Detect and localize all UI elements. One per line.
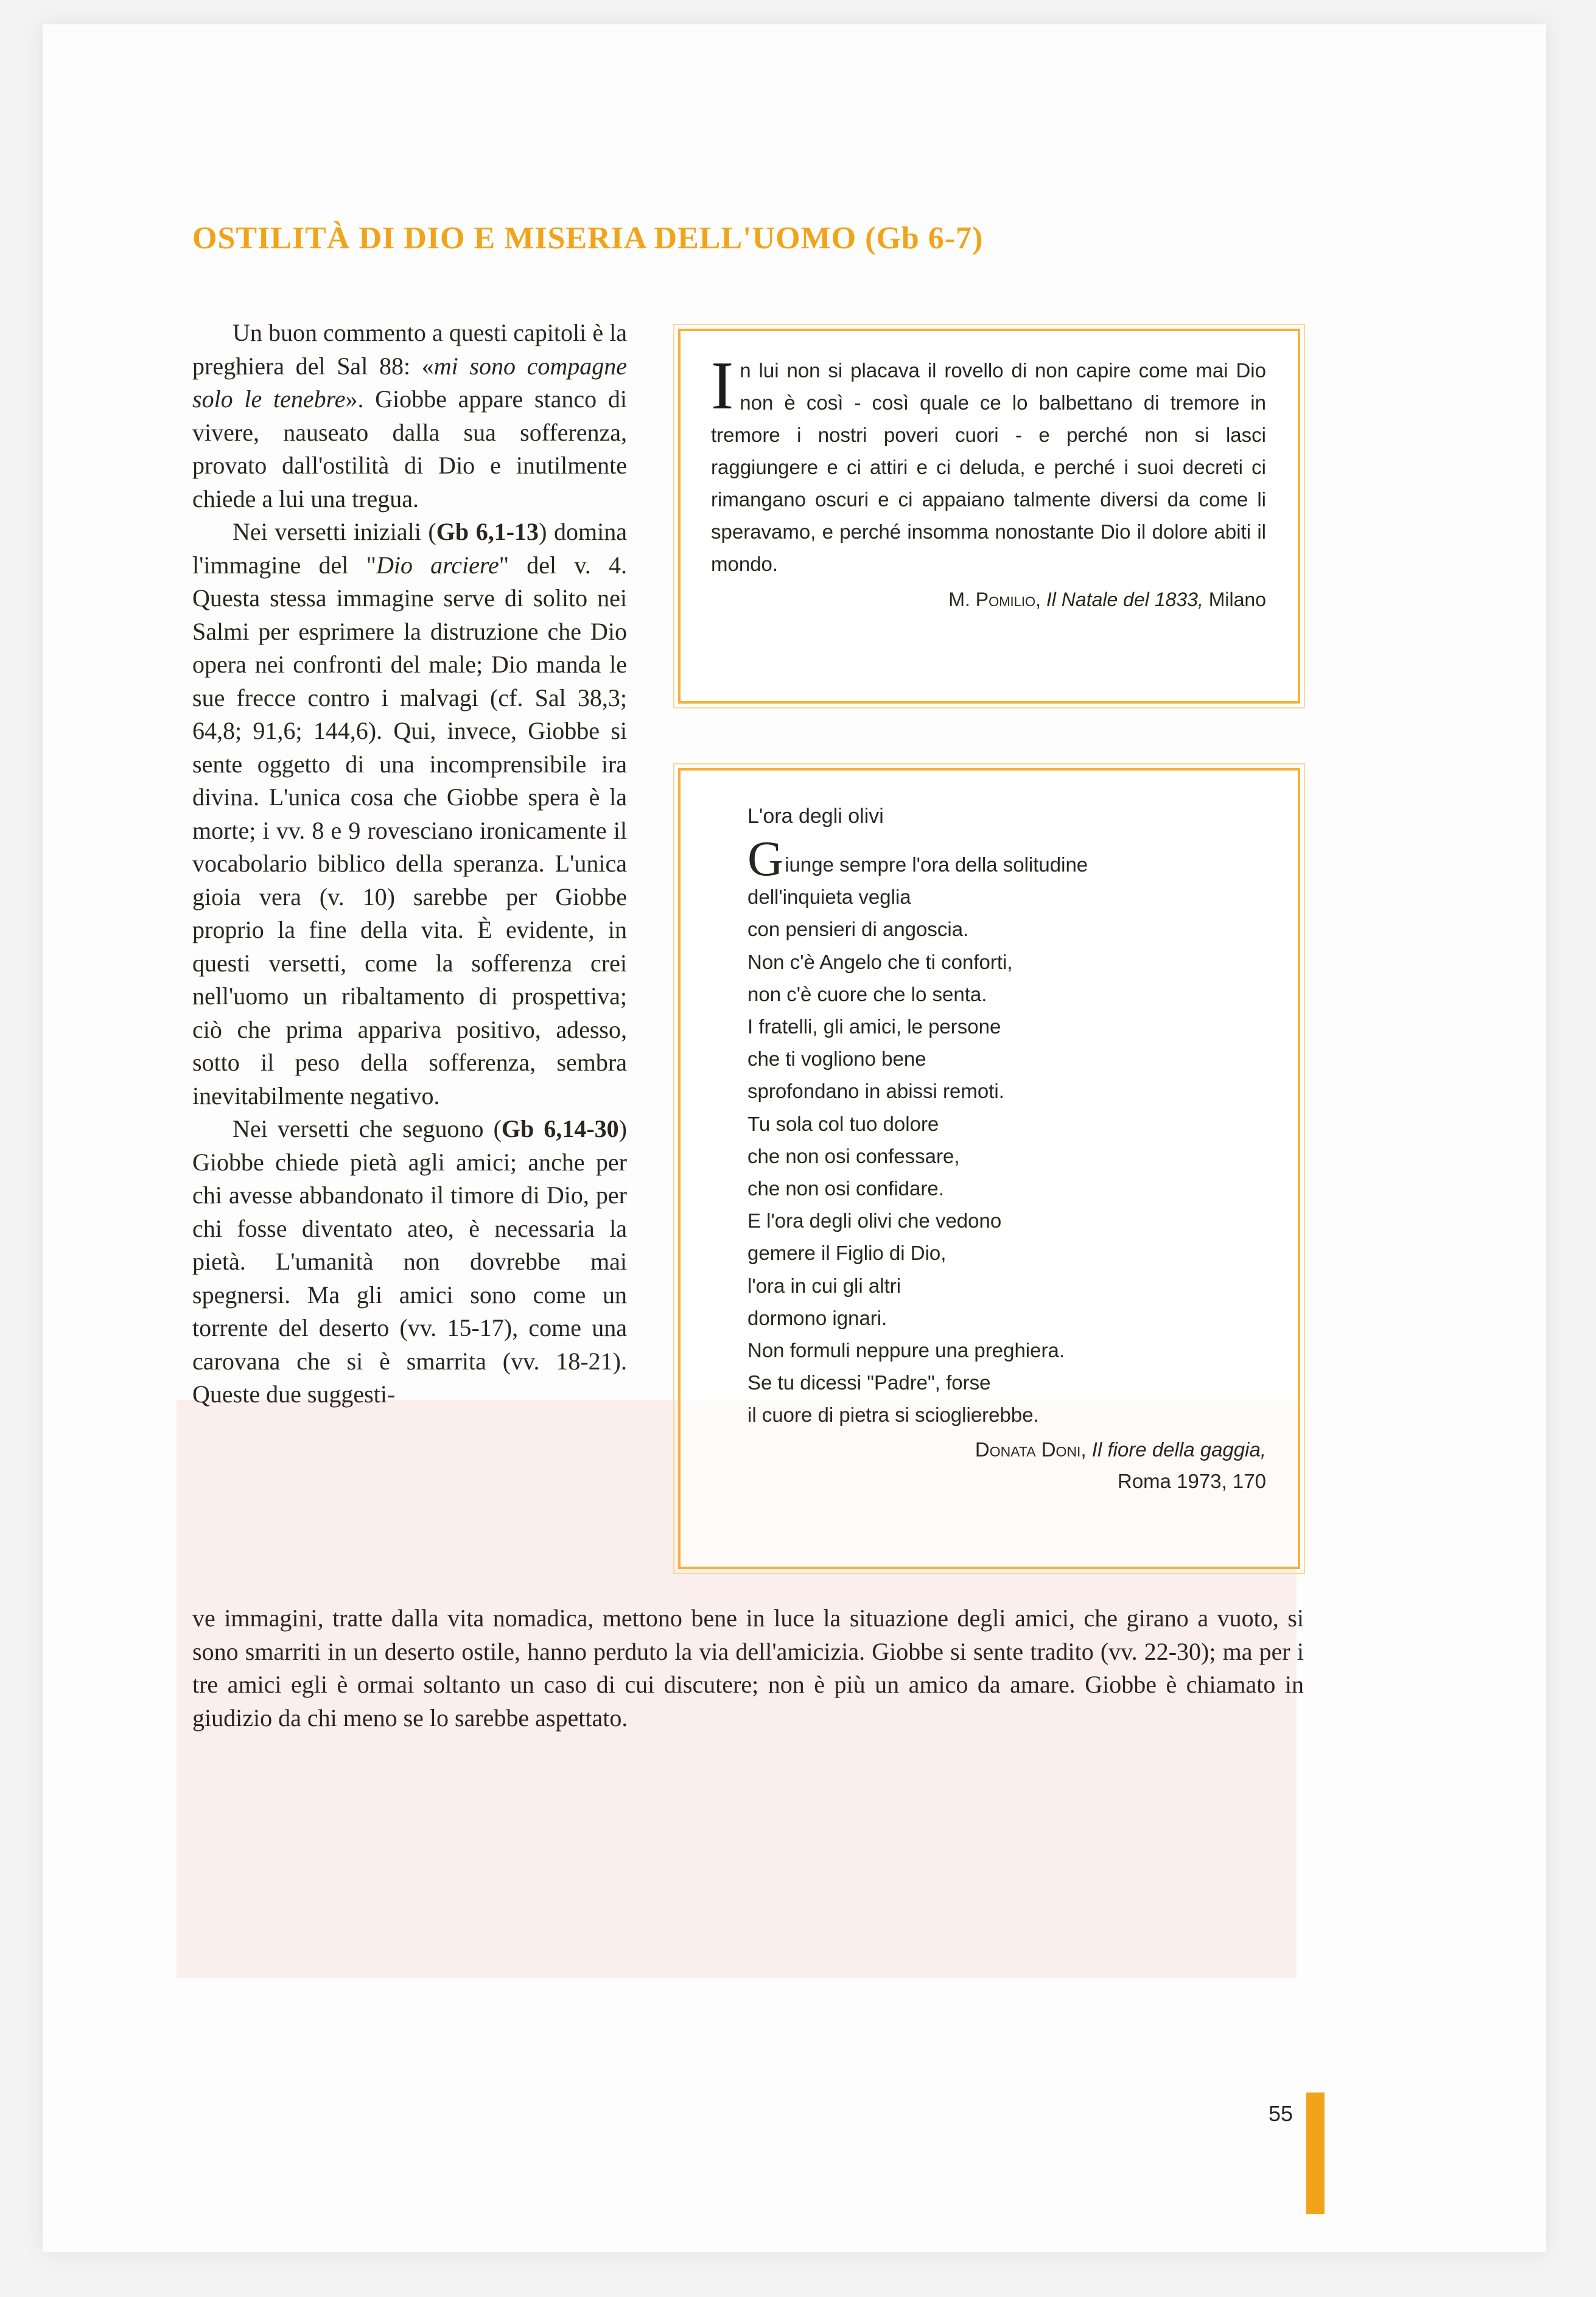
drop-cap: I <box>711 348 734 424</box>
body-full-width <box>192 1602 1304 1735</box>
poem-line: I fratelli, gli amici, le persone <box>747 1015 1001 1038</box>
text-run: " del v. 4. Questa stessa immagine serve di solito nei Salmi per esprimere la distruzione che Dio opera nei confronti del male; Dio manda le sue frecce contro i malvagi (cf. Sal 38,3; 64,8; 91,6; 144,6). Qui, invece, Giobbe si sente oggetto di una incomprensibile ira divina. L'unica cosa che Giobbe spera è la morte; i vv. 8 e 9 rovesciano ironicamente il vocabolario biblico della speranza. L'unica gioia vera (v. 10) sarebbe per Giobbe proprio la fine della vita. È evidente, in questi versetti, come la sofferenza crei nell'uomo un ribaltamento di prospettiva; ciò che prima appariva positivo, adesso, sotto il peso della sofferenza, sembra inevitabilmente negativo. <box>192 551 627 1110</box>
poem-line: dell'inquieta veglia <box>747 886 911 909</box>
section-heading: OSTILITÀ DI DIO E MISERIA DELL'UOMO (Gb 6-7) <box>192 221 984 256</box>
text-run: Nei versetti iniziali ( <box>233 518 436 545</box>
quote-attribution <box>711 589 1266 611</box>
poem-line: l'ora in cui gli altri <box>747 1274 901 1297</box>
poem-line: iunge sempre l'ora della solitudine <box>785 853 1088 876</box>
work-title: Il fiore della gaggia, <box>1091 1438 1266 1461</box>
poem-line: sprofondano in abissi remoti. <box>747 1080 1004 1103</box>
place: Milano <box>1208 589 1266 610</box>
poem-first-line <box>747 831 1266 886</box>
text-run: ) domina l'immagine del " <box>192 518 627 579</box>
page-number: 55 <box>1269 2101 1293 2126</box>
text-run: Nei versetti che seguono ( <box>233 1115 502 1142</box>
poem-attribution-line <box>747 1434 1266 1466</box>
quote-italic: Dio arciere <box>376 551 499 579</box>
text-run: Un buon commento a questi capitoli è la preghiera del Sal 88: « <box>192 319 627 380</box>
poem-body <box>747 831 1266 1432</box>
author: M. Pomilio, <box>948 589 1041 610</box>
poem-line: con pensieri di angoscia. <box>747 918 969 941</box>
poem-line: che non osi confessare, <box>747 1144 960 1167</box>
poem-attribution <box>747 1434 1266 1497</box>
paragraph-3-continued: ve immagini, tratte dalla vita nomadica, mettono bene in luce la situazione degli amici, che girano a vuoto, si sono smarriti in un deserto ostile, hanno perduto la via dell'amicizia. Giobbe si sente tradito (vv. 22-30); ma per i tre amici egli è ormai soltanto un caso di cui discutere; non è più un amico da amare. Giobbe è chiamato in giudizio da chi meno se lo sarebbe aspettato. <box>192 1604 1304 1732</box>
poem-line: che ti vogliono bene <box>747 1047 926 1071</box>
poem-line: che non osi confidare. <box>747 1177 944 1200</box>
poem-line: E l'ora degli olivi che vedono <box>747 1209 1002 1232</box>
poem-line: non c'è cuore che lo senta. <box>747 982 987 1005</box>
text-run: ». Giobbe appare stanco di vivere, nauseato dalla sua sofferenza, provato dall'ostilità di Dio e inutilmente chiede a lui una tregua. <box>192 385 627 512</box>
drop-cap: G <box>747 831 784 886</box>
poem-line: dormono ignari. <box>747 1306 887 1329</box>
author: Donata Doni, <box>975 1438 1087 1461</box>
bible-reference: Gb 6,14-30 <box>501 1115 619 1142</box>
poem-title: L'ora degli olivi <box>747 805 884 828</box>
bible-reference: Gb 6,1-13 <box>436 518 539 545</box>
place-year: Roma 1973, 170 <box>1117 1469 1266 1492</box>
quote-italic: mi sono compagne solo le tenebre <box>192 352 628 413</box>
poem-line: Non formuli neppure una preghiera. <box>747 1339 1065 1362</box>
work-title: Il Natale del 1833, <box>1046 589 1203 610</box>
poem-line: Tu sola col tuo dolore <box>747 1112 939 1135</box>
paragraph-2 <box>192 516 627 1113</box>
body-column <box>192 316 627 1411</box>
poem-line: il cuore di pietra si scioglierebbe. <box>747 1404 1039 1427</box>
quote-body: n lui non si placava il rovello di non capire come mai Dio non è così - così quale ce lo balbettano di tremore in tremore i nostri poveri cuori - e perché non si lasci raggiungere e ci attiri e ci deluda, e perché i suoi decreti ci rimangano oscuri e ci appaiano talmente diversi da come li speravamo, e perché insomma nonostante Dio il dolore abiti il mondo. <box>711 359 1266 575</box>
paragraph-1 <box>192 316 627 516</box>
page-number-bar <box>1306 2092 1325 2214</box>
poem-line: gemere il Figlio di Dio, <box>747 1242 947 1265</box>
poem-line: Se tu dicessi "Padre", forse <box>747 1371 991 1394</box>
poem-line: Non c'è Angelo che ti conforti, <box>747 950 1013 973</box>
text-run: ) Giobbe chiede pietà agli amici; anche per chi avesse abbandonato il timore di Dio, per chi fosse diventato ateo, è necessaria la pietà. L'umanità non dovrebbe mai spegnersi. Ma gli amici sono come un torrente del deserto (vv. 15-17), come una carovana che si è smarrita (vv. 18-21). Queste due suggesti- <box>192 1115 627 1408</box>
poem-box <box>678 768 1300 1569</box>
paragraph-3 <box>192 1113 627 1411</box>
quote-text <box>711 348 1266 580</box>
quote-box <box>678 329 1300 704</box>
